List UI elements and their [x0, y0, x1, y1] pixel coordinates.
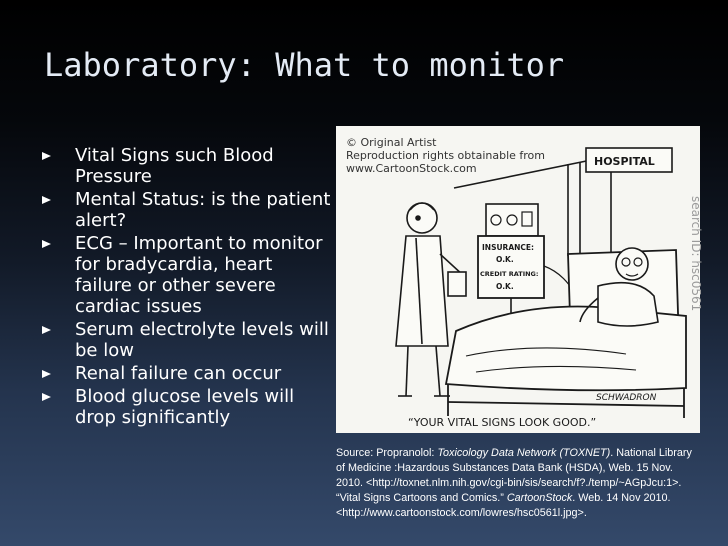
bullet-arrow-icon	[42, 152, 51, 160]
source-rest: . National Library of Medicine :Hazardous Substances Data Bank (HSDA), Web. 15 Nov. 2010. <http://toxnet.nlm.nih.gov/cgi-bin/sis/search/f?./temp/~AGpJcu:1>.	[336, 447, 692, 489]
monitor-line-4: O.K.	[496, 282, 514, 291]
bullet-item-renal-failure	[42, 363, 332, 384]
cartoon-credit-line-3: www.CartoonStock.com	[346, 162, 477, 175]
cartoon-ref-prefix: “Vital Signs Cartoons and Comics.”	[336, 492, 507, 504]
bullet-item-blood-glucose	[42, 386, 332, 428]
bullet-item-ecg	[42, 233, 332, 317]
bullet-text: Vital Signs such Blood Pressure	[75, 145, 274, 187]
cartoon-signature: SCHWADRON	[596, 393, 657, 403]
cartoon-ref-rest: . Web. 14 Nov 2010. <http://www.cartoonstock.com/lowres/hsc0561l.jpg>.	[336, 492, 671, 519]
source-title: Toxicology Data Network (TOXNET)	[437, 447, 611, 459]
source-prefix: Source: Propranolol:	[336, 447, 438, 459]
cartoon-ref-title: CartoonStock	[506, 492, 573, 504]
source-citation-toxnet	[336, 446, 698, 491]
cartoon-credit-line-2: Reproduction rights obtainable from	[346, 149, 545, 162]
bullet-item-serum-electrolytes	[42, 319, 332, 361]
bullet-item-vital-signs	[42, 145, 332, 187]
slide-title: Laboratory: What to monitor	[44, 46, 565, 84]
bullet-arrow-icon	[42, 196, 51, 204]
source-citations	[336, 446, 698, 521]
bullet-item-mental-status	[42, 189, 332, 231]
source-citation-cartoonstock	[336, 491, 698, 521]
hospital-sign-text: HOSPITAL	[594, 155, 655, 168]
bullet-list	[42, 145, 332, 430]
bullet-text: Blood glucose levels will drop significantly	[75, 386, 295, 428]
cartoon-caption: “YOUR VITAL SIGNS LOOK GOOD.”	[408, 416, 597, 429]
bullet-text: ECG – Important to monitor for bradycardia, heart failure or other severe cardiac issues	[75, 233, 323, 317]
bullet-arrow-icon	[42, 370, 51, 378]
bullet-text: Mental Status: is the patient alert?	[75, 189, 331, 231]
cartoon-drawing	[336, 126, 703, 433]
monitor-line-2: O.K.	[496, 255, 514, 264]
bullet-text: Renal failure can occur	[75, 363, 282, 384]
cartoon-image	[336, 126, 703, 433]
cartoon-watermark: search ID: hsc0561	[689, 196, 703, 312]
monitor-line-1: INSURANCE:	[482, 243, 535, 252]
monitor-line-3: CREDIT RATING:	[480, 270, 539, 278]
bullet-text: Serum electrolyte levels will be low	[75, 319, 329, 361]
bullet-arrow-icon	[42, 240, 51, 248]
cartoon-credit-line-1: © Original Artist	[346, 136, 437, 149]
bullet-arrow-icon	[42, 393, 51, 401]
bullet-arrow-icon	[42, 326, 51, 334]
